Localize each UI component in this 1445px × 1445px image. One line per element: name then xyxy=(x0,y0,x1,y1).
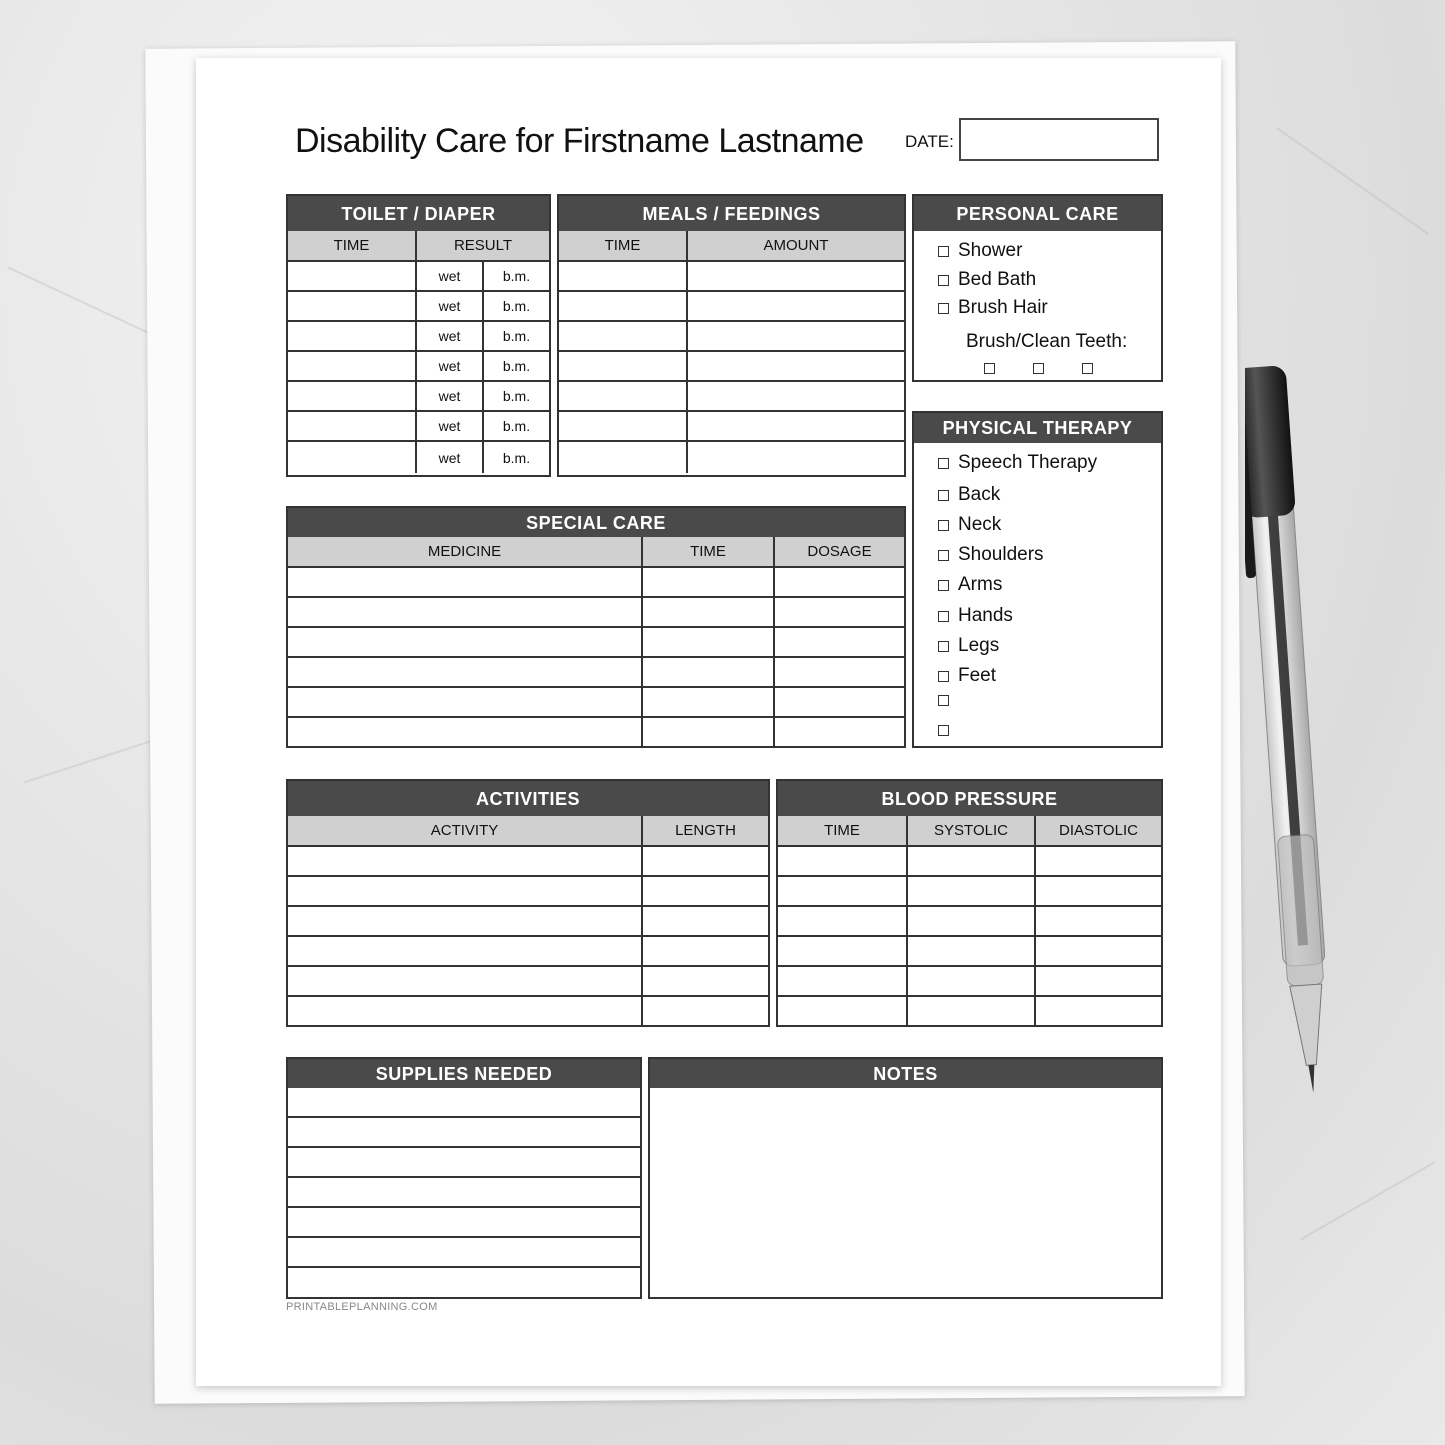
notes-panel xyxy=(648,1057,1163,1299)
special-care-panel xyxy=(286,506,906,748)
checkbox-item-blank[interactable] xyxy=(938,695,958,706)
table-row xyxy=(288,936,768,966)
table-row xyxy=(288,1088,640,1117)
pen-icon xyxy=(1245,366,1325,1096)
col-length: LENGTH xyxy=(642,816,768,846)
table-row xyxy=(288,291,549,321)
table-row xyxy=(288,876,768,906)
checkbox-item[interactable]: Neck xyxy=(938,514,1001,536)
checkbox-item[interactable]: Speech Therapy xyxy=(938,452,1097,474)
page-title: Disability Care for Firstname Lastname xyxy=(295,122,864,160)
table-row xyxy=(559,411,904,441)
table-row xyxy=(288,846,768,876)
table-row xyxy=(288,351,549,381)
col-medicine: MEDICINE xyxy=(288,537,642,567)
table-row xyxy=(288,261,549,291)
supplies-needed-panel xyxy=(286,1057,642,1299)
checkbox-item-blank[interactable] xyxy=(938,725,958,736)
checkbox-icon xyxy=(938,303,949,314)
checkbox-icon xyxy=(938,725,949,736)
table-row xyxy=(778,996,1161,1025)
checkbox-icon xyxy=(938,550,949,561)
bm-option[interactable]: b.m. xyxy=(483,321,549,351)
teeth-checkbox-2[interactable] xyxy=(1033,363,1044,374)
bm-option[interactable]: b.m. xyxy=(483,411,549,441)
checkbox-item-shower[interactable]: Shower xyxy=(938,240,1022,262)
checkbox-item[interactable]: Legs xyxy=(938,635,999,657)
checkbox-item-bed-bath[interactable]: Bed Bath xyxy=(938,269,1036,291)
blood-pressure-header: BLOOD PRESSURE xyxy=(778,781,1161,816)
table-row xyxy=(288,567,904,597)
footer-watermark: PRINTABLEPLANNING.COM xyxy=(286,1301,438,1313)
physical-therapy-panel xyxy=(912,411,1163,748)
table-row xyxy=(559,351,904,381)
wet-option[interactable]: wet xyxy=(416,411,483,441)
blood-pressure-table xyxy=(778,816,1161,1025)
table-row xyxy=(288,687,904,717)
table-row xyxy=(288,657,904,687)
table-row xyxy=(288,1207,640,1237)
toilet-diaper-header: TOILET / DIAPER xyxy=(288,196,549,231)
checkbox-item[interactable]: Hands xyxy=(938,605,1013,627)
special-care-header: SPECIAL CARE xyxy=(288,508,904,537)
wet-option[interactable]: wet xyxy=(416,381,483,411)
checkbox-icon xyxy=(938,671,949,682)
notes-header: NOTES xyxy=(650,1059,1161,1088)
col-time: TIME xyxy=(778,816,907,846)
table-row xyxy=(288,996,768,1025)
col-diastolic: DIASTOLIC xyxy=(1035,816,1161,846)
supplies-table xyxy=(288,1088,640,1296)
wet-option[interactable]: wet xyxy=(416,441,483,473)
personal-care-panel xyxy=(912,194,1163,382)
table-row xyxy=(778,906,1161,936)
blood-pressure-panel xyxy=(776,779,1163,1027)
teeth-label: Brush/Clean Teeth: xyxy=(966,331,1128,352)
date-field[interactable] xyxy=(959,118,1159,161)
table-row xyxy=(559,291,904,321)
table-row xyxy=(778,876,1161,906)
activities-table xyxy=(288,816,768,1025)
table-row xyxy=(288,906,768,936)
table-row xyxy=(288,966,768,996)
marble-vein xyxy=(7,266,153,335)
table-row xyxy=(559,381,904,411)
toilet-diaper-panel xyxy=(286,194,551,477)
supplies-needed-header: SUPPLIES NEEDED xyxy=(288,1059,640,1088)
activities-panel xyxy=(286,779,770,1027)
table-row xyxy=(288,1117,640,1147)
wet-option[interactable]: wet xyxy=(416,351,483,381)
table-row xyxy=(559,321,904,351)
special-care-table xyxy=(288,537,904,746)
col-time: TIME xyxy=(559,231,687,261)
checkbox-icon xyxy=(938,458,949,469)
table-row xyxy=(288,381,549,411)
bm-option[interactable]: b.m. xyxy=(502,449,531,466)
bm-option[interactable]: b.m. xyxy=(483,351,549,381)
checkbox-item[interactable]: Back xyxy=(938,484,1000,506)
col-result: RESULT xyxy=(416,231,549,261)
col-time: TIME xyxy=(642,537,774,567)
checkbox-item[interactable]: Feet xyxy=(938,665,996,687)
checkbox-icon xyxy=(938,580,949,591)
wet-option[interactable]: wet xyxy=(416,321,483,351)
checkbox-icon xyxy=(938,641,949,652)
marble-vein xyxy=(1276,127,1429,235)
table-row xyxy=(778,966,1161,996)
table-row xyxy=(288,1147,640,1177)
table-row xyxy=(778,936,1161,966)
wet-option[interactable]: wet xyxy=(416,261,483,291)
col-amount: AMOUNT xyxy=(687,231,904,261)
checkbox-icon xyxy=(938,275,949,286)
table-row xyxy=(288,321,549,351)
table-row xyxy=(288,627,904,657)
checkbox-icon xyxy=(938,520,949,531)
date-label: DATE: xyxy=(905,132,954,151)
bm-option[interactable]: b.m. xyxy=(483,381,549,411)
table-row xyxy=(288,717,904,746)
checkbox-item[interactable]: Arms xyxy=(938,574,1002,596)
checkbox-icon xyxy=(938,490,949,501)
marble-vein xyxy=(1300,1161,1435,1240)
teeth-checkbox-3[interactable] xyxy=(1082,363,1093,374)
meals-feedings-header: MEALS / FEEDINGS xyxy=(559,196,904,231)
activities-header: ACTIVITIES xyxy=(288,781,768,816)
personal-care-header: PERSONAL CARE xyxy=(914,196,1161,231)
wet-option[interactable]: wet xyxy=(416,291,483,321)
notes-area[interactable] xyxy=(650,1088,1161,1297)
meals-feedings-panel xyxy=(557,194,906,477)
checkbox-icon xyxy=(938,695,949,706)
col-dosage: DOSAGE xyxy=(774,537,904,567)
checkbox-icon xyxy=(938,611,949,622)
col-time: TIME xyxy=(288,231,416,261)
col-activity: ACTIVITY xyxy=(288,816,642,846)
toilet-table xyxy=(288,231,549,473)
table-row xyxy=(288,1237,640,1267)
table-row xyxy=(288,1177,640,1207)
bm-option[interactable]: b.m. xyxy=(483,291,549,321)
checkbox-item-brush-hair[interactable]: Brush Hair xyxy=(938,297,1048,319)
col-systolic: SYSTOLIC xyxy=(907,816,1035,846)
marble-vein xyxy=(23,738,157,783)
table-row xyxy=(288,411,549,441)
table-row xyxy=(559,261,904,291)
table-row xyxy=(559,441,904,473)
table-row xyxy=(778,846,1161,876)
checkbox-icon xyxy=(938,246,949,257)
table-row xyxy=(288,441,549,473)
teeth-checkbox-1[interactable] xyxy=(984,363,995,374)
table-row xyxy=(288,597,904,627)
meals-table xyxy=(559,231,904,473)
checkbox-item[interactable]: Shoulders xyxy=(938,544,1044,566)
bm-option[interactable]: b.m. xyxy=(483,261,549,291)
physical-therapy-header: PHYSICAL THERAPY xyxy=(914,413,1161,443)
table-row xyxy=(288,1267,640,1296)
